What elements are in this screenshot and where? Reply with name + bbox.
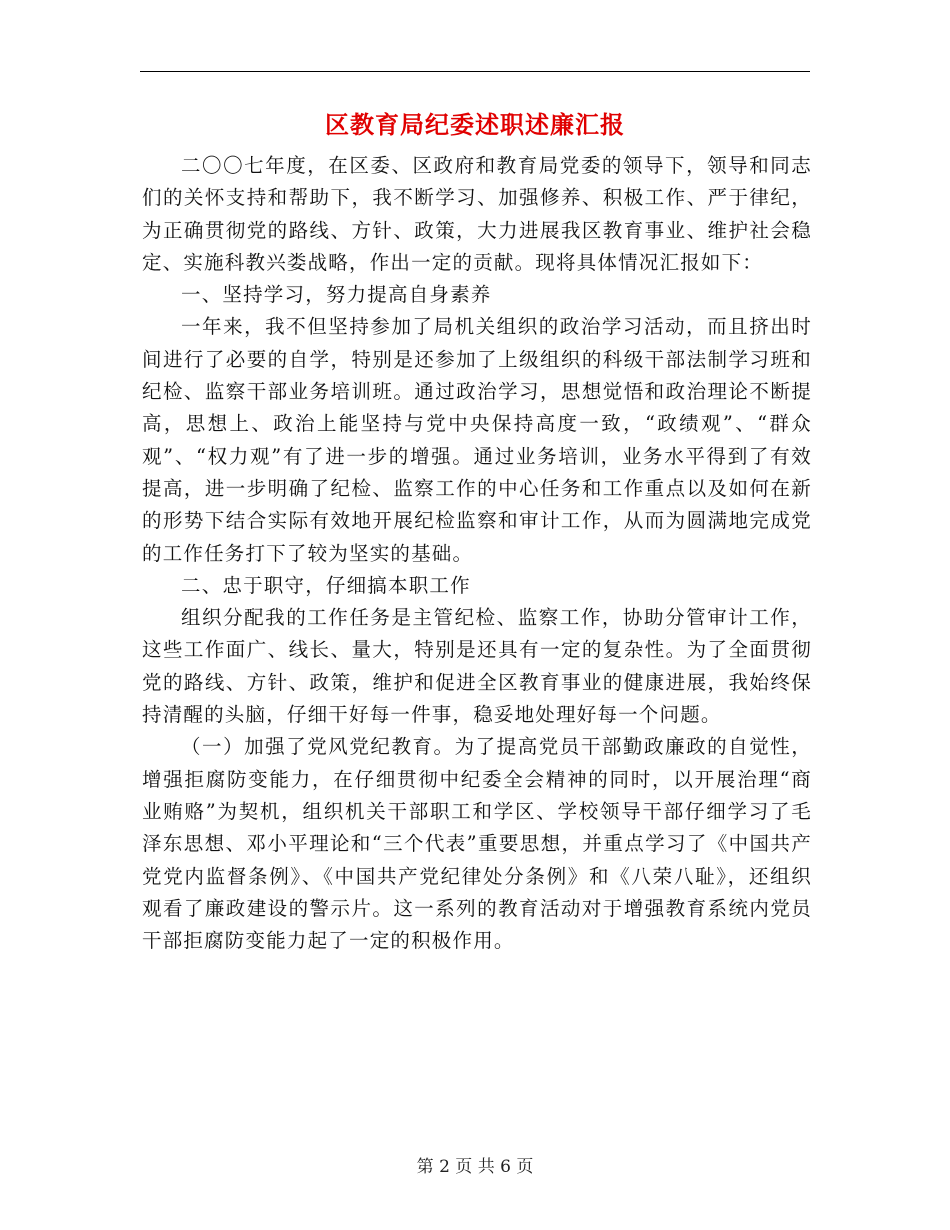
section-heading-1: 一、坚持学习，努力提高自身素养 [181, 283, 492, 307]
header-rule [140, 71, 810, 72]
page-number: 第 2 页 共 6 页 [416, 1157, 534, 1177]
paragraph-party-education: （一）加强了党风党纪教育。为了提高党员干部勤政廉政的自觉性，增强拒腐防变能力，在仔细贯彻中纪委全会精神的同时，以开展治理“商业贿赂”为契机，组织机关干部职工和学区、学校领导干部仔细学习了毛泽东思想、邓小平理论和“三个代表”重要思想，并重点学习了《中国共产党党内监督条例》、《中国共产党纪律处分条例》和《八荣八耻》，还组织观看了廉政建设的警示片。这一系列的教育活动对于增强教育系统内党员干部拒腐防变能力起了一定的积极作用。 [142, 735, 812, 953]
paragraph-duties: 组织分配我的工作任务是主管纪检、监察工作，协助分管审计工作，这些工作面广、线长、量大，特别是还具有一定的复杂性。为了全面贯彻党的路线、方针、政策，维护和促进全区教育事业的健康进展，我始终保持清醒的头脑，仔细干好每一件事，稳妥地处理好每一个问题。 [142, 606, 812, 727]
paragraph-study: 一年来，我不但坚持参加了局机关组织的政治学习活动，而且挤出时间进行了必要的自学，特别是还参加了上级组织的科级干部法制学习班和纪检、监察干部业务培训班。通过政治学习，思想觉悟和政治理论不断提高，思想上、政治上能坚持与党中央保持高度一致，“政绩观”、“群众观”、“权力观”有了进一步的增强。通过业务培训，业务水平得到了有效提高，进一步明确了纪检、监察工作的中心任务和工作重点以及如何在新的形势下结合实际有效地开展纪检监察和审计工作，从而为圆满地完成党的工作任务打下了较为坚实的基础。 [142, 315, 812, 565]
document-title: 区教育局纪委述职述廉汇报 [325, 110, 625, 139]
document-body [142, 150, 812, 957]
paragraph-intro: 二〇〇七年度，在区委、区政府和教育局党委的领导下，领导和同志们的关怀支持和帮助下，我不断学习、加强修养、积极工作、严于律纪，为正确贯彻党的路线、方针、政策，大力进展我区教育事业、维护社会稳定、实施科教兴娄战略，作出一定的贡献。现将具体情况汇报如下： [142, 154, 812, 274]
section-heading-2: 二、忠于职守，仔细搞本职工作 [181, 573, 471, 597]
